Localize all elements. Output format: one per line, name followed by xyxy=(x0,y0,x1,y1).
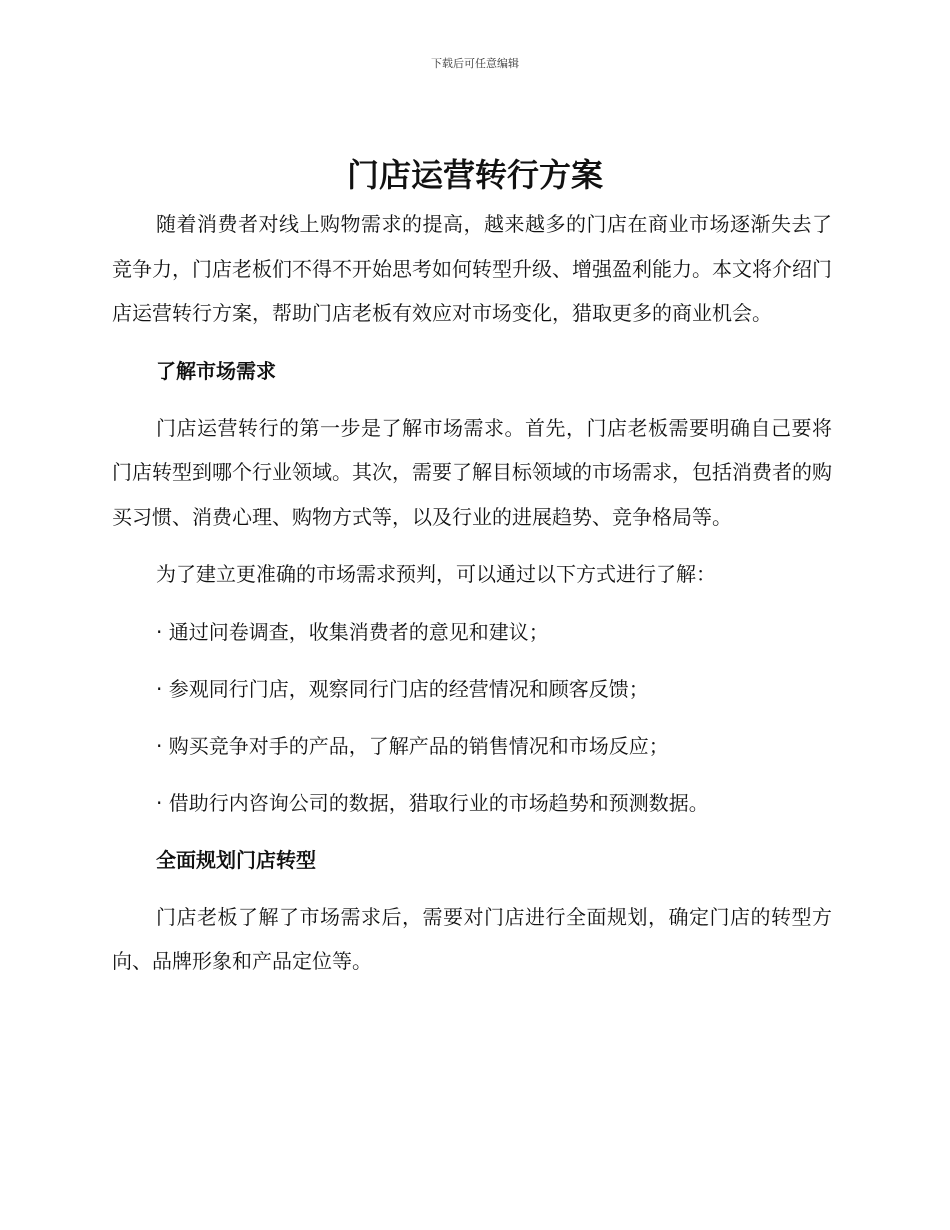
bullet-item-consulting-data: · 借助行内咨询公司的数据，猎取行业的市场趋势和预测数据。 xyxy=(156,790,709,815)
document-title: 门店运营转行方案 xyxy=(346,156,603,194)
market-demand-paragraph: 门店运营转行的第一步是了解市场需求。首先，门店老板需要明确自己要将门店转型到哪个行业领域。其次，需要了解目标领域的市场需求，包括消费者的购买习惯、消费心理、购物方式等，以及行业的进展趋势、竞争格局等。 xyxy=(112,415,832,529)
intro-paragraph: 随着消费者对线上购物需求的提高，越来越多的门店在商业市场逐渐失去了竞争力，门店老板们不得不开始思考如何转型升级、增强盈利能力。本文将介绍门店运营转行方案，帮助门店老板有效应对市场变化，猎取更多的商业机会。 xyxy=(112,212,832,325)
market-research-intro: 为了建立更准确的市场需求预判，可以通过以下方式进行了解： xyxy=(156,562,716,586)
header-note: 下载后可任意编辑 xyxy=(431,57,519,70)
bullet-item-visit-peers: · 参观同行门店，观察同行门店的经营情况和顾客反馈； xyxy=(156,676,649,701)
bullet-item-buy-competitor: · 购买竞争对手的产品，了解产品的销售情况和市场反应； xyxy=(156,733,669,758)
section-heading-market-demand: 了解市场需求 xyxy=(156,358,276,383)
planning-paragraph: 门店老板了解了市场需求后，需要对门店进行全面规划，确定门店的转型方向、品牌形象和产品定位等。 xyxy=(112,904,832,973)
section-heading-planning: 全面规划门店转型 xyxy=(156,847,316,872)
bullet-item-survey: · 通过问卷调查，收集消费者的意见和建议； xyxy=(156,619,549,644)
document-body xyxy=(112,202,832,984)
